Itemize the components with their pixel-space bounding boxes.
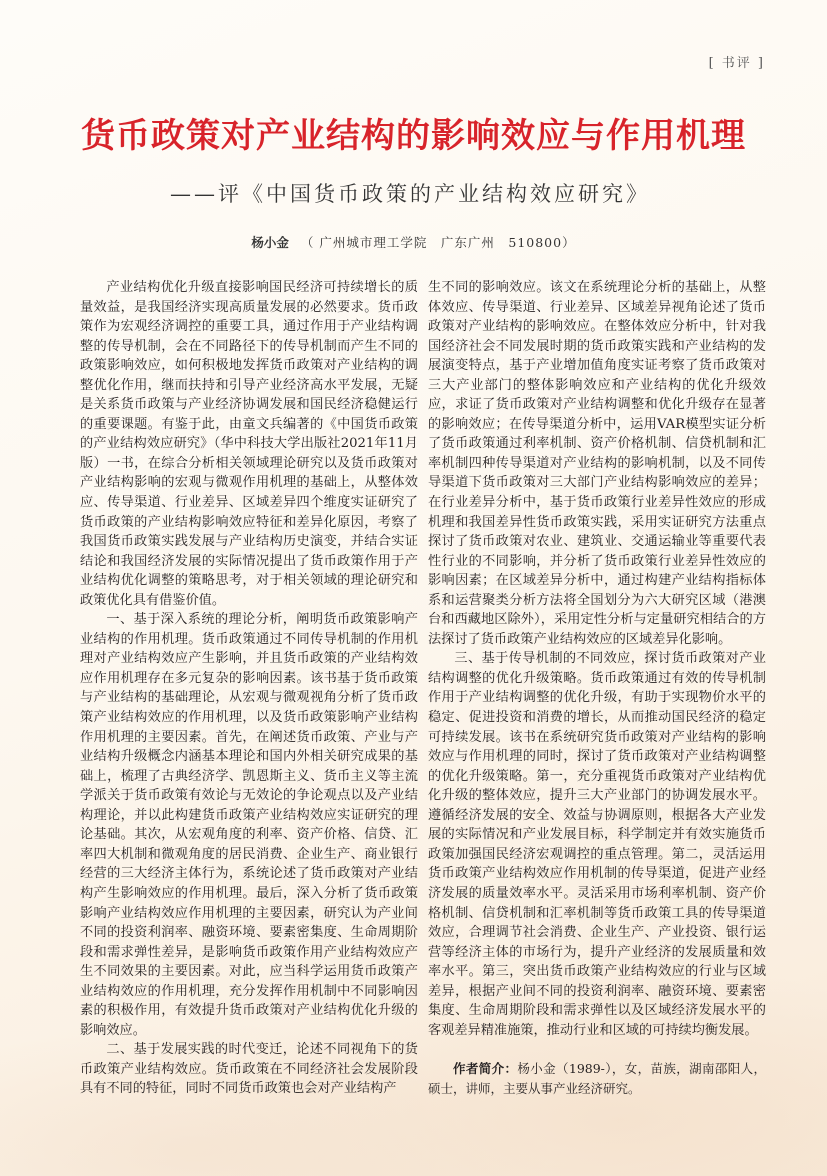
right-column bbox=[428, 278, 766, 1098]
article-title: 货币政策对产业结构的影响效应与作用机理 bbox=[81, 116, 746, 156]
paragraph-section-2-continued: 生不同的影响效应。该文在系统理论分析的基础上，从整体效应、传导渠道、行业差异、区域差异视角论述了货币政策对产业结构的影响效应。在整体效应分析中，针对我国经济社会不同发展时期的货币政策实践和产业结构的发展演变特点，基于产业增加值角度实证考察了货币政策对三大产业部门的整体影响效应和产业结构的优化升级效应，求证了货币政策对产业结构调整和优化升级存在显著的影响效应；在传导渠道分析中，运用VAR模型实证分析了货币政策通过利率机制、资产价格机制、信贷机制和汇率机制四种传导渠道对产业结构的影响机制，以及不同传导渠道下货币政策对三大部门产业结构影响效应的差异；在行业差异分析中，基于货币政策行业差异性效应的形成机理和我国差异性货币政策实践，采用实证研究方法重点探讨了货币政策对农业、建筑业、交通运输业等重要代表性行业的不同影响，并分析了货币政策行业差异性效应的影响因素；在区域差异分析中，通过构建产业结构指标体系和运营聚类分析方法将全国划分为六大研究区域（港澳台和西藏地区除外），采用定性分析与定量研究相结合的方法探讨了货币政策产业结构效应的区域差异化影响。 bbox=[428, 280, 766, 647]
author-line bbox=[0, 233, 827, 251]
author-bio-text: 杨小金（1989-），女，苗族，湖南邵阳人，硕士，讲师，主要从事产业经济研究。 bbox=[428, 1061, 766, 1096]
paragraph-intro: 产业结构优化升级直接影响国民经济可持续增长的质量效益，是我国经济实现高质量发展的必然要求。货币政策作为宏观经济调控的重要工具，通过作用于产业结构调整的传导机制，会在不同路径下的传导机制而产生不同的政策影响效应，如何积极地发挥货币政策对产业结构的调整优化作用，继而扶持和引导产业经济高水平发展，无疑是关系货币政策与产业经济协调发展和国民经济稳健运行的重要课题。有鉴于此，由童文兵编著的《中国货币政策的产业结构效应研究》（华中科技大学出版社2021年11月版）一书，在综合分析相关领域理论研究以及货币政策对产业结构影响的宏观与微观作用机理的基础上，从整体效应、传导渠道、行业差异、区域差异四个维度实证研究了货币政策的产业结构影响效应特征和差异化原因，考察了我国货币政策实践发展与产业结构历史演变，并结合实证结论和我国经济发展的实际情况提出了货币政策作用于产业结构优化调整的策略思考，对于相关领域的理论研究和政策优化具有借鉴价值。 bbox=[80, 280, 418, 608]
author-bio-label: 作者简介： bbox=[453, 1061, 518, 1077]
author-affiliation: （ 广州城市理工学院 广东广州 510800） bbox=[300, 235, 576, 250]
left-column bbox=[80, 278, 418, 1099]
author-name: 杨小金 bbox=[251, 235, 289, 250]
paragraph-section-2: 二、基于发展实践的时代变迁，论述不同视角下的货币政策产业结构效应。货币政策在不同经济社会发展阶段具有不同的特征，同时不同货币政策也会对产业结构产 bbox=[80, 1042, 418, 1097]
paragraph-section-1: 一、基于深入系统的理论分析，阐明货币政策影响产业结构的作用机理。货币政策通过不同传导机制的作用机理对产业结构效应产生影响，并且货币政策的产业结构效应作用机理存在多元复杂的影响因素。该书基于货币政策与产业结构的基础理论，从宏观与微观视角分析了货币政策产业结构效应的作用机理，以及货币政策影响产业结构作用机理的主要因素。首先，在阐述货币政策、产业与产业结构升级概念内涵基本理论和国内外相关研究成果的基础上，梳理了古典经济学、凯恩斯主义、货币主义等主流学派关于货币政策有效论与无效论的争论观点以及产业结构理论，并以此构建货币政策产业结构效应实证研究的理论基础。其次，从宏观角度的利率、资产价格、信贷、汇率四大机制和微观角度的居民消费、企业生产、商业银行经营的三大经济主体行为，系统论述了货币政策对产业结构产生影响效应的作用机理。最后，深入分析了货币政策影响产业结构效应作用机理的主要因素，研究认为产业间不同的投资利润率、融资环境、要素密集度、生命周期阶段和需求弹性差异，是影响货币政策作用产业结构效应产生不同效果的主要因素。对此，应当科学运用货币政策产业结构效应的作用机理，充分发挥作用机制中不同影响因素的积极作用，有效提升货币政策对产业结构优化升级的影响效应。 bbox=[80, 612, 418, 1038]
section-tag: [ 书评 ] bbox=[708, 56, 765, 71]
article-subtitle: ——评《中国货币政策的产业结构效应研究》 bbox=[170, 182, 650, 206]
author-bio bbox=[428, 1059, 766, 1098]
paragraph-section-3: 三、基于传导机制的不同效应，探讨货币政策对产业结构调整的优化升级策略。货币政策通过有效的传导机制作用于产业结构调整的优化升级，有助于实现物价水平的稳定、促进投资和消费的增长，从而推动国民经济的稳定可持续发展。该书在系统研究货币政策对产业结构的影响效应与作用机理的同时，探讨了货币政策对产业结构调整的优化升级策略。第一，充分重视货币政策对产业结构优化升级的整体效应，提升三大产业部门的协调发展水平。遵循经济发展的安全、效益与协调原则，根据各大产业发展的实际情况和产业发展目标，科学制定并有效实施货币政策加强国民经济宏观调控的重点管理。第二，灵活运用货币政策产业结构效应作用机制的传导渠道，促进产业经济发展的质量效率水平。灵活采用市场利率机制、资产价格机制、信贷机制和汇率机制等货币政策工具的传导渠道效应，合理调节社会消费、企业生产、产业投资、银行运营等经济主体的市场行为，提升产业经济的发展质量和效率水平。第三，突出货币政策产业结构效应的行业与区域差异，根据产业间不同的投资利润率、融资环境、要素密集度、生命周期阶段和需求弹性以及区域经济发展水平的客观差异精准施策，推动行业和区域的可持续均衡发展。 bbox=[428, 651, 766, 1038]
